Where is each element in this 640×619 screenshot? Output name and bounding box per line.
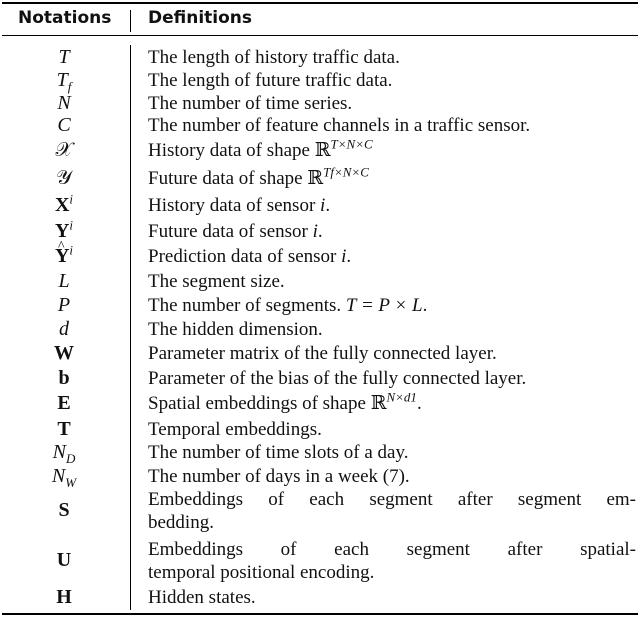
definition-line [148, 318, 636, 341]
notation-cell [0, 549, 128, 572]
definition-text: temporal positional encoding. [148, 562, 375, 583]
definition-line [148, 488, 636, 511]
definition-cell [148, 294, 636, 317]
notation-cell [0, 418, 128, 441]
definition-text: The number of days in a week (7). [148, 466, 410, 487]
notation-symbol: T [58, 46, 70, 68]
definition-text: Embeddings of each segment after spatial- [148, 539, 636, 560]
definition-line [148, 586, 636, 609]
notation-cell [0, 270, 128, 293]
definition-cell [148, 92, 636, 115]
definition-text: Prediction data of sensor [148, 246, 342, 267]
definition-line [148, 114, 636, 137]
notation-symbol: W [54, 342, 74, 364]
definition-cell [148, 69, 636, 92]
notation-symbol: E [57, 392, 71, 414]
definition-text: The number of segments. [148, 295, 346, 316]
definition-text: The number of feature channels in a traffic sensor. [148, 115, 531, 136]
top-rule [2, 2, 638, 4]
notation-symbol: N [57, 92, 71, 114]
definition-cell [148, 46, 636, 69]
header-rule [2, 35, 638, 36]
definition-line [148, 465, 636, 488]
notation-symbol: X [54, 194, 70, 216]
definition-cell [148, 342, 636, 365]
notation-subscript: f [67, 79, 72, 94]
definition-line [148, 538, 636, 561]
notation-symbol: Y [54, 220, 70, 242]
definition-text: ℝ [307, 168, 324, 189]
definition-text: The number of time slots of a day. [148, 442, 409, 463]
notation-cell [0, 167, 128, 190]
definition-text: . [325, 195, 331, 216]
notation-symbol: P [57, 294, 71, 316]
definition-line [148, 245, 636, 268]
notation-superscript: i [69, 242, 74, 258]
definition-text: The segment size. [148, 271, 285, 292]
notation-symbol: C [57, 114, 71, 136]
notation-cell [0, 242, 128, 268]
definition-text: . [416, 393, 422, 414]
notation-cell [0, 114, 128, 137]
definition-text: . [422, 295, 428, 316]
notation-cell [0, 139, 128, 162]
definition-superscript: N×d1 [386, 389, 417, 405]
definition-text: Future data of shape [148, 168, 308, 189]
definition-cell [148, 418, 636, 441]
definition-text: The length of future traffic data. [148, 70, 393, 91]
notation-symbol: ^ Y [55, 245, 69, 268]
definition-text: i [312, 221, 318, 242]
definition-cell [148, 194, 636, 217]
definition-line [148, 220, 636, 243]
definition-text: The length of history traffic data. [148, 47, 400, 68]
definition-text: The hidden dimension. [148, 319, 323, 340]
definition-text: History data of sensor [148, 195, 321, 216]
definition-text: Embeddings of each segment after segment em- [148, 489, 636, 510]
notation-superscript: i [69, 191, 74, 207]
definition-line [148, 367, 636, 390]
definition-text: ℝ [370, 393, 387, 414]
definition-cell [148, 586, 636, 609]
definition-text: . [346, 246, 352, 267]
definition-cell [148, 164, 636, 190]
notation-cell [0, 92, 128, 115]
definition-superscript: Tf×N×C [323, 164, 369, 180]
notation-cell [0, 465, 128, 488]
notation-cell [0, 342, 128, 365]
definition-text: i [341, 246, 347, 267]
definition-text: Hidden states. [148, 587, 256, 608]
definition-cell [148, 270, 636, 293]
definition-cell [148, 389, 636, 415]
definition-text: Parameter matrix of the fully connected layer. [148, 343, 497, 364]
definition-line [148, 136, 636, 162]
definition-text: i [320, 195, 326, 216]
definition-text: Spatial embeddings of shape [148, 393, 371, 414]
notation-symbol: S [58, 499, 70, 521]
notation-cell [0, 294, 128, 317]
definition-line [148, 270, 636, 293]
definition-cell [148, 538, 636, 584]
definition-cell [148, 245, 636, 268]
notation-symbol: T [57, 418, 71, 440]
bottom-rule [2, 613, 638, 615]
notation-symbol: T [56, 69, 68, 91]
notation-symbol: d [59, 318, 69, 340]
definition-line [148, 511, 636, 534]
notation-subscript: W [65, 475, 77, 490]
notation-cell [0, 367, 128, 390]
definition-cell [148, 114, 636, 137]
notation-cell [0, 191, 128, 217]
definition-line [148, 561, 636, 584]
definition-text: History data of shape [148, 140, 315, 161]
notation-cell [0, 586, 128, 609]
definition-cell [148, 465, 636, 488]
definition-line [148, 46, 636, 69]
definition-cell [148, 441, 636, 464]
notation-cell [0, 441, 128, 464]
header-notations: Notations [18, 8, 112, 28]
definition-text: Parameter of the bias of the fully connected layer. [148, 368, 527, 389]
notation-superscript: i [69, 217, 74, 233]
notation-cell [0, 392, 128, 415]
notation-cell [0, 318, 128, 341]
definition-text: Temporal embeddings. [148, 419, 322, 440]
definition-text: ℝ [314, 140, 331, 161]
notation-cell [0, 46, 128, 69]
definition-line [148, 164, 636, 190]
definition-cell [148, 136, 636, 162]
notation-symbol: 𝒳 [55, 139, 73, 161]
notation-cell [0, 69, 128, 92]
definition-line [148, 69, 636, 92]
definition-text: bedding. [148, 512, 214, 533]
header-definitions: Definitions [148, 8, 253, 28]
notation-symbol: L [58, 270, 70, 292]
definition-line [148, 294, 636, 317]
notation-subscript: D [65, 451, 76, 466]
definition-line [148, 342, 636, 365]
column-divider [130, 45, 131, 610]
notation-cell [0, 499, 128, 522]
definition-cell [148, 318, 636, 341]
notation-symbol: b [58, 367, 70, 389]
notation-symbol: H [56, 586, 72, 608]
definition-cell [148, 488, 636, 534]
definition-text: The number of time series. [148, 93, 353, 114]
definition-text: Future data of sensor [148, 221, 313, 242]
definition-line [148, 441, 636, 464]
definition-superscript: T×N×C [330, 136, 373, 152]
definition-line [148, 92, 636, 115]
definition-cell [148, 367, 636, 390]
definition-line [148, 389, 636, 415]
definition-text: T = P × L [345, 295, 423, 316]
notation-symbol: N [51, 465, 66, 487]
notation-symbol: N [52, 441, 66, 463]
notation-symbol: 𝒴 [56, 167, 72, 189]
notation-symbol: U [56, 549, 72, 571]
definition-cell [148, 220, 636, 243]
definition-text: . [317, 221, 323, 242]
definition-line [148, 418, 636, 441]
header-divider [130, 10, 131, 32]
definition-line [148, 194, 636, 217]
